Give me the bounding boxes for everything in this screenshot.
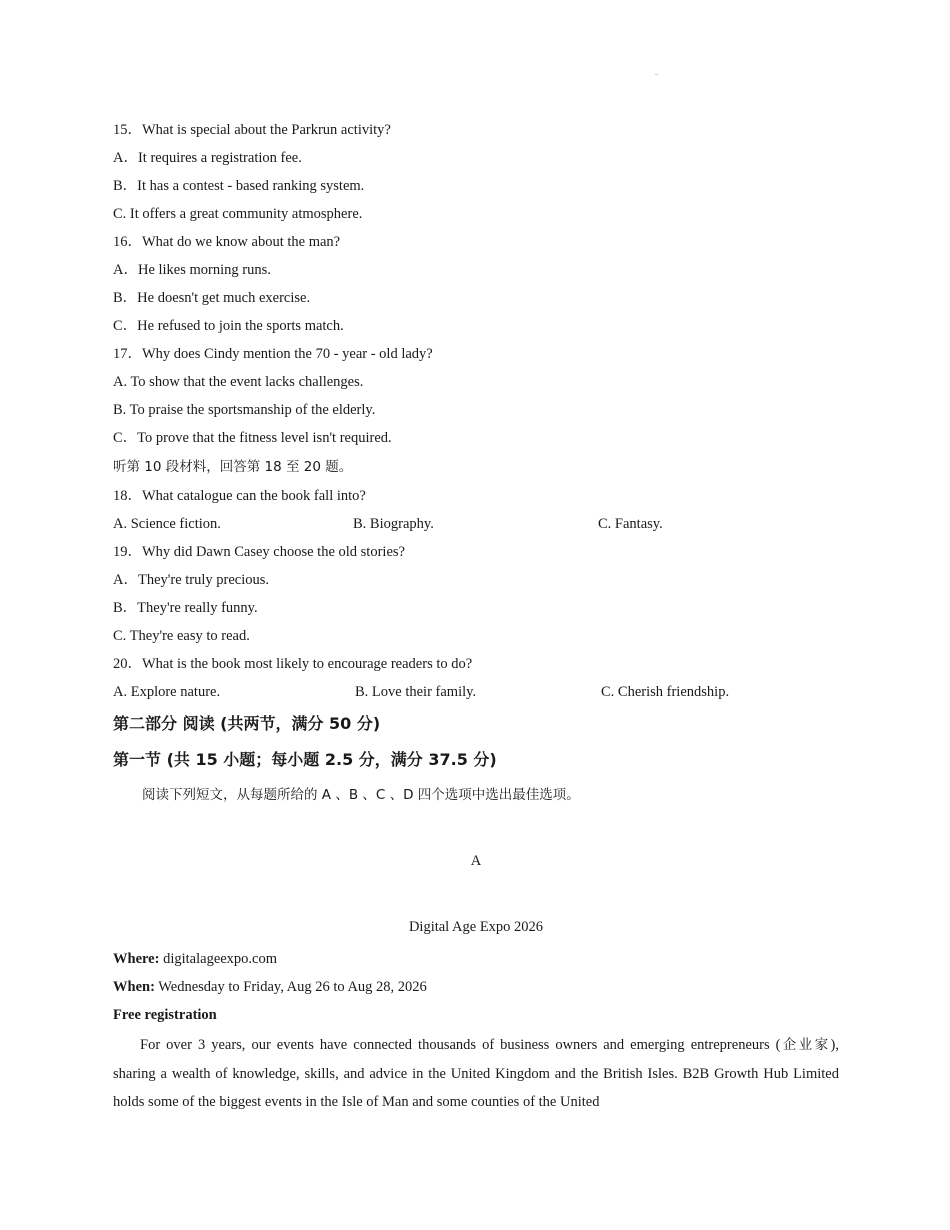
question-15-stem: 15．What is special about the Parkrun activity?: [113, 122, 391, 138]
question-16-option-b: B．He doesn't get much exercise.: [113, 290, 311, 306]
part2-title: 第二部分 阅读 (共两节，满分 50 分): [113, 714, 381, 733]
when-value: Wednesday to Friday, Aug 26 to Aug 28, 2026: [154, 979, 427, 995]
question-20-option-b: B. Love their family.: [355, 684, 477, 700]
question-17-option-c: C．To prove that the fitness level isn't required.: [113, 430, 392, 446]
paragraph-part-1: For over 3 years, our events have connected thousands of business owners and emerging entrepreneurs (: [140, 1037, 781, 1053]
question-16-option-c: C．He refused to join the sports match.: [113, 318, 344, 334]
passage-label: A: [470, 853, 482, 869]
question-18-option-b: B. Biography.: [353, 516, 434, 532]
corner-mark: [655, 74, 658, 75]
when-label: When:: [113, 979, 155, 995]
question-18-options: [113, 510, 839, 538]
reading-instruction: 阅读下列短文，从每题所给的 A 、B 、C 、D 四个选项中选出最佳选项。: [142, 787, 580, 803]
registration-line: [113, 1001, 839, 1029]
where-value: digitalageexpo.com: [159, 951, 278, 967]
question-15-option-c: C. It offers a great community atmosphere.: [113, 206, 363, 222]
when-line: [113, 973, 839, 1001]
question-19-option-c: C. They're easy to read.: [113, 628, 250, 644]
question-20-stem: 20．What is the book most likely to encourage readers to do?: [113, 656, 473, 672]
document-page: [113, 116, 839, 1117]
section1-title: 第一节 (共 15 小题；每小题 2.5 分，满分 37.5 分): [113, 750, 497, 769]
question-17-option-a: A. To show that the event lacks challenges.: [113, 374, 364, 390]
registration-label: Free registration: [113, 1007, 217, 1023]
question-19-option-b: B．They're really funny.: [113, 600, 258, 616]
where-label: Where:: [113, 951, 160, 967]
question-19-option-a: A．They're truly precious.: [113, 572, 270, 588]
question-20-option-a: A. Explore nature.: [113, 684, 221, 700]
question-15-option-b: B．It has a contest - based ranking system.: [113, 178, 365, 194]
question-18-option-a: A. Science fiction.: [113, 516, 221, 532]
question-16-option-a: A．He likes morning runs.: [113, 262, 271, 278]
question-20-options: [113, 678, 839, 706]
question-17-option-b: B. To praise the sportsmanship of the elderly.: [113, 402, 376, 418]
paragraph-part-2: ), sharing a wealth of knowledge, skills, and advice in the United Kingdom and the British Isles. B2B Growth Hub Limited holds some of the biggest events in the Isle of Man and some counties of the United: [113, 1037, 840, 1110]
question-18-stem: 18．What catalogue can the book fall into?: [113, 488, 366, 504]
passage-paragraph: [113, 1031, 839, 1117]
paragraph-chinese-term: 企业家: [780, 1037, 831, 1053]
where-line: [113, 945, 839, 973]
question-20-option-c: C. Cherish friendship.: [601, 684, 730, 700]
question-15-option-a: A．It requires a registration fee.: [113, 150, 302, 166]
question-19-stem: 19．Why did Dawn Casey choose the old stories?: [113, 544, 405, 560]
question-18-option-c: C. Fantasy.: [598, 516, 663, 532]
question-17-stem: 17．Why does Cindy mention the 70 - year - old lady?: [113, 346, 433, 362]
question-16-stem: 16．What do we know about the man?: [113, 234, 341, 250]
listening-instruction: 听第 10 段材料，回答第 18 至 20 题。: [113, 459, 353, 475]
passage-title: Digital Age Expo 2026: [408, 919, 544, 935]
